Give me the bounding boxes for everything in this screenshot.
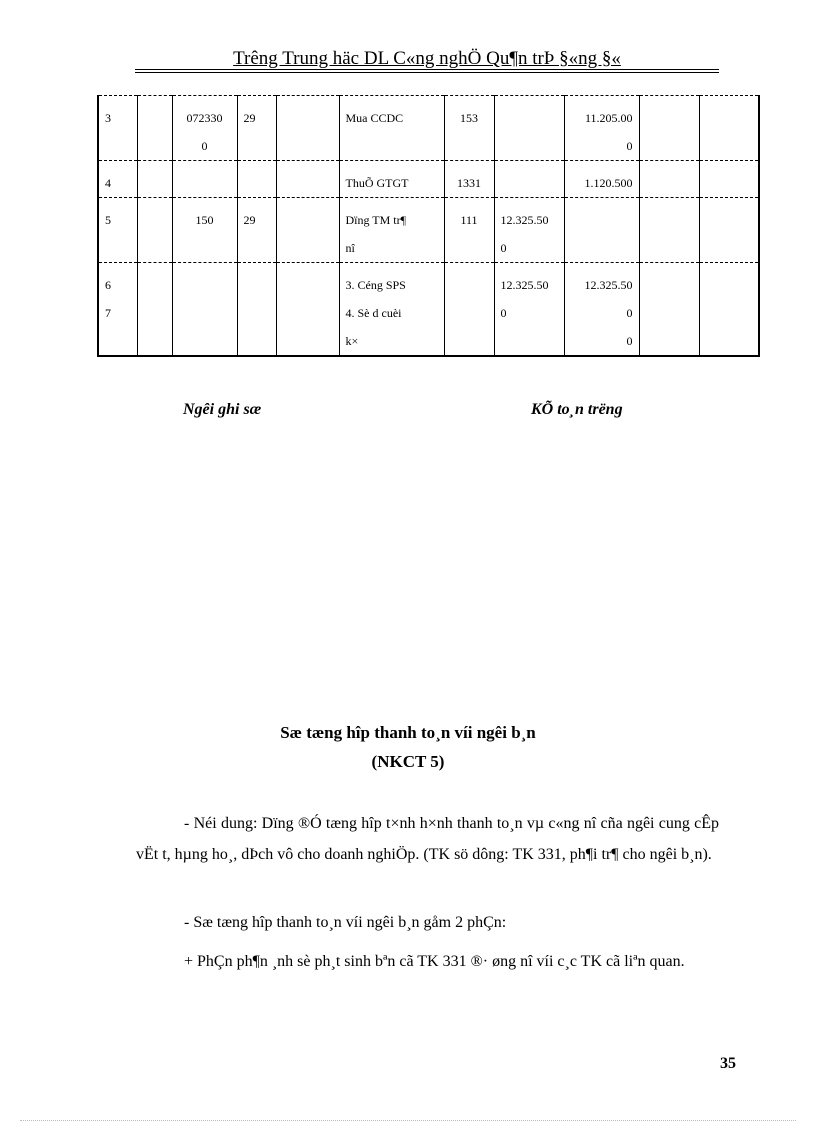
table-cell: 111 (444, 198, 494, 263)
table-cell (137, 198, 172, 263)
table-cell (639, 161, 699, 198)
table-cell (172, 161, 237, 198)
table-cell (639, 96, 699, 161)
table-row (98, 263, 759, 357)
table-cell: 6 7 (98, 263, 137, 357)
table-cell (276, 96, 339, 161)
table-cell (444, 263, 494, 357)
table-row (98, 161, 759, 198)
table-cell: 11.205.00 0 (564, 96, 639, 161)
table-row (98, 198, 759, 263)
table-cell: 153 (444, 96, 494, 161)
header-rule-double (135, 72, 719, 73)
table-cell (276, 161, 339, 198)
table-cell: 1331 (444, 161, 494, 198)
table-cell (276, 198, 339, 263)
table-cell: 29 (237, 198, 276, 263)
signature-recorder: Ngêi ghi sæ (183, 401, 262, 418)
table-cell (494, 96, 564, 161)
table-cell (137, 96, 172, 161)
paragraph-structure: - Sæ tæng hîp thanh to¸n víi ngêi b¸n gåm 2 phÇn: (184, 914, 507, 931)
table-cell (639, 263, 699, 357)
section-title: Sæ tæng hîp thanh to¸n víi ngêi b¸n (280, 723, 536, 742)
table-cell: 072330 0 (172, 96, 237, 161)
table-cell: 12.325.50 0 (494, 263, 564, 357)
footer-divider (20, 1120, 796, 1121)
table-cell (699, 263, 759, 357)
table-cell: Mua CCDC (339, 96, 444, 161)
table-cell (494, 161, 564, 198)
table-cell: 3. Céng SPS 4. Sè d cuèi k× (339, 263, 444, 357)
table-cell (137, 263, 172, 357)
table-cell (699, 96, 759, 161)
signature-chief-accountant: KÕ to¸n trëng (531, 401, 623, 418)
table-cell: 5 (98, 198, 137, 263)
table-cell: 4 (98, 161, 137, 198)
table-cell (237, 263, 276, 357)
header-rule (135, 69, 719, 70)
table-cell: 150 (172, 198, 237, 263)
table-cell (237, 161, 276, 198)
table-cell: 1.120.500 (564, 161, 639, 198)
table-cell: ThuÕ GTGT (339, 161, 444, 198)
table-cell (276, 263, 339, 357)
table-cell (639, 198, 699, 263)
table-cell: 12.325.50 0 (494, 198, 564, 263)
table-cell: 12.325.50 0 0 (564, 263, 639, 357)
table-cell (699, 161, 759, 198)
table-cell: 3 (98, 96, 137, 161)
paragraph-part-one: + PhÇn ph¶n ¸nh sè ph¸t sinh bªn cã TK 331 ®· øng nî víi c¸c TK cã liªn quan. (184, 953, 685, 970)
table-cell (699, 198, 759, 263)
table-cell: Dïng TM tr¶ nî (339, 198, 444, 263)
table-cell: 29 (237, 96, 276, 161)
paragraph-content: - Néi dung: Dïng ®Ó tæng hîp t×nh h×nh thanh to¸n vµ c«ng nî cña ngêi cung cÊp vËt t, hµng ho¸, dÞch vô cho doanh nghiÖp. (TK sö dông: TK 331, ph¶i tr¶ cho ngêi b¸n). (136, 815, 719, 863)
page-number: 35 (720, 1055, 736, 1072)
table-row (98, 96, 759, 161)
table-cell (172, 263, 237, 357)
header-title: Trêng Trung häc DL C«ng nghÖ Qu¶n trÞ §«ng §« (233, 48, 621, 69)
section-subtitle: (NKCT 5) (371, 752, 445, 771)
ledger-table (97, 95, 760, 357)
table-cell (137, 161, 172, 198)
table-cell (564, 198, 639, 263)
